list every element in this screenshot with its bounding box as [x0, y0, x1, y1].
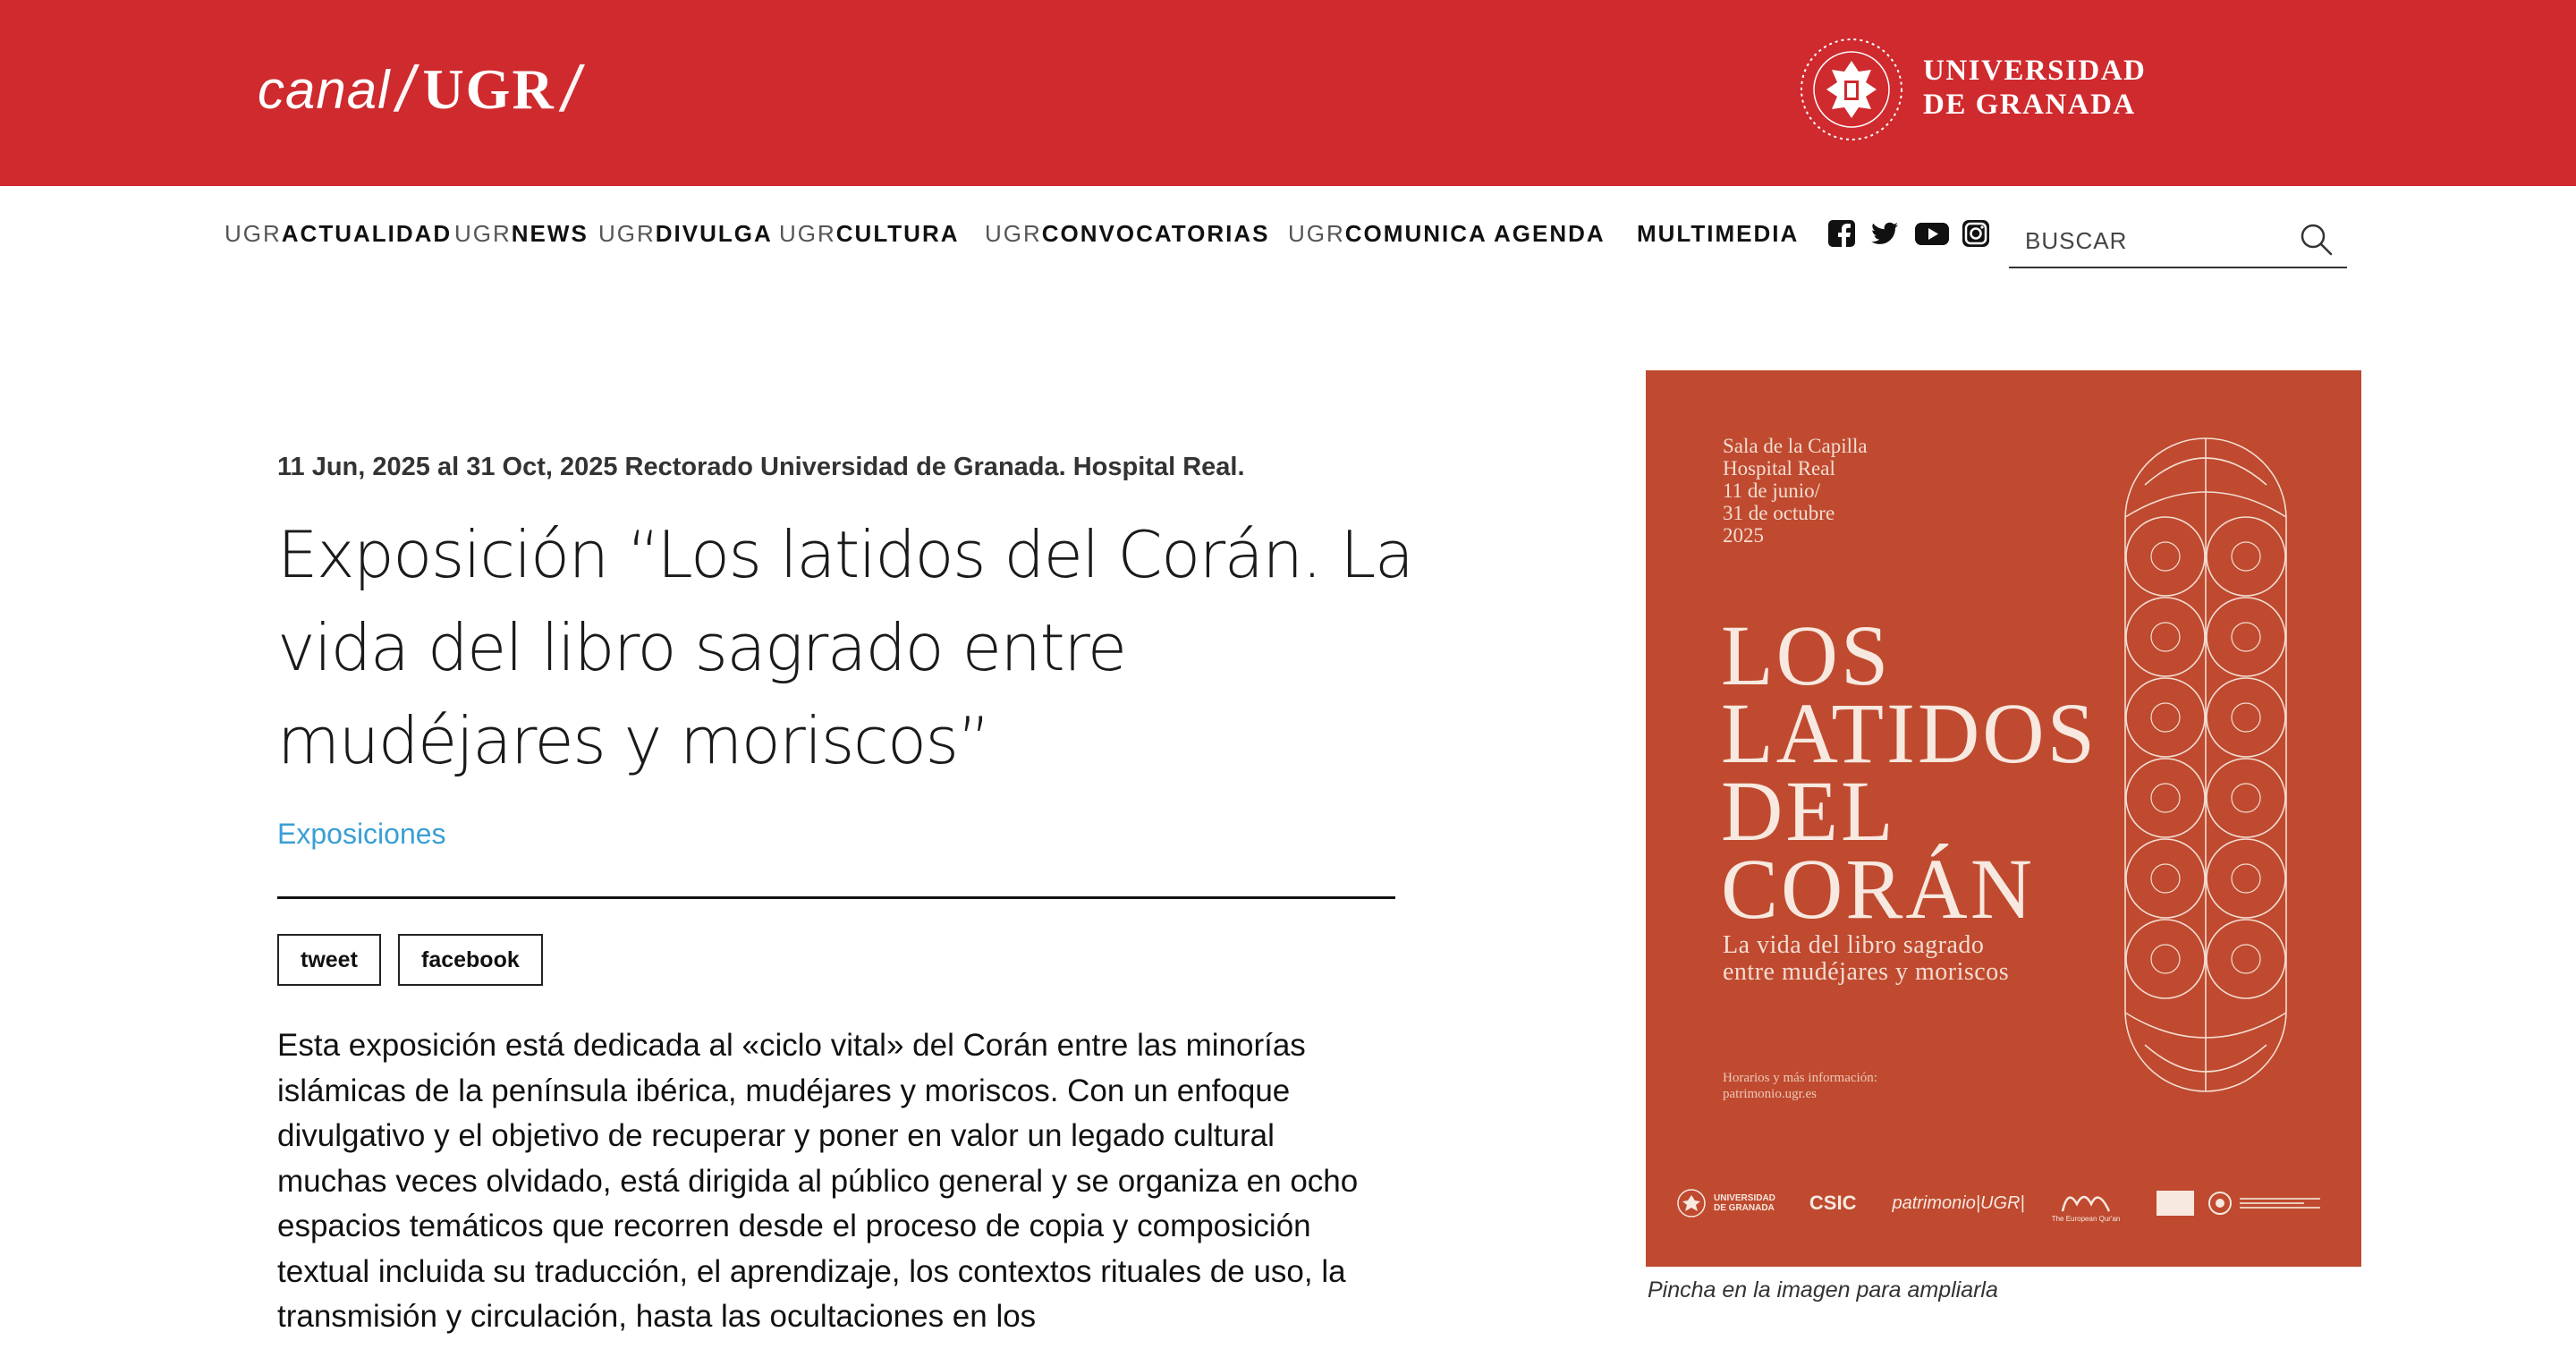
poster-sponsor-logos — [1676, 1174, 2338, 1233]
nav-label: CULTURA — [835, 220, 960, 247]
logo-slash: / — [555, 54, 587, 125]
european-quran-label: The European Qur'an — [2051, 1214, 2121, 1223]
top-header-bar — [0, 0, 2576, 186]
poster-info-line: 11 de junio/ — [1723, 479, 1821, 502]
nav-item-convocatorias[interactable] — [985, 220, 1270, 248]
nav-prefix: UGR — [985, 220, 1042, 247]
article-title: Exposición “Los latidos del Corán. La vida del libro sagrado entre mudéjares y moriscos” — [277, 517, 1413, 778]
nav-prefix: UGR — [225, 220, 282, 247]
poster-more-line: patrimonio.ugr.es — [1723, 1087, 1817, 1101]
nav-item-agenda[interactable] — [1494, 220, 1606, 248]
logo-slash: / — [391, 54, 422, 125]
event-date-location: 11 Jun, 2025 al 31 Oct, 2025 Rectorado Universidad de Granada. Hospital Real. — [277, 453, 1245, 481]
nav-item-comunica[interactable] — [1288, 220, 1487, 248]
ugr-crest-icon — [1676, 1188, 1707, 1218]
poster-title — [1721, 607, 2097, 937]
university-crest-icon[interactable] — [1796, 34, 1907, 145]
poster-ugr-logo — [1714, 1193, 1775, 1213]
logo-ugr-text: UGR — [422, 57, 555, 121]
canal-ugr-logo[interactable] — [258, 54, 588, 125]
poster-ugr-line: UNIVERSIDAD — [1714, 1193, 1775, 1203]
nav-item-cultura[interactable] — [779, 220, 960, 248]
poster-info-line: 31 de octubre — [1723, 502, 1835, 524]
nav-label: AGENDA — [1494, 220, 1606, 247]
poster-subtitle-line: entre mudéjares y moriscos — [1723, 958, 2010, 986]
youtube-icon[interactable] — [1914, 218, 1950, 249]
poster-title-line: LATIDOS — [1721, 685, 2097, 781]
poster-info-line: Hospital Real — [1723, 457, 1835, 479]
twitter-icon[interactable] — [1869, 218, 1900, 249]
university-name-line2: DE GRANADA — [1923, 89, 2136, 121]
exhibition-poster-image[interactable] — [1646, 370, 2361, 1267]
search-box — [2009, 211, 2347, 268]
main-navigation — [0, 186, 2576, 286]
poster-title-line: LOS — [1721, 607, 1892, 703]
csic-logo: CSIC — [1809, 1192, 1857, 1214]
nav-label: NEWS — [511, 220, 589, 247]
facebook-icon[interactable] — [1826, 218, 1857, 249]
university-name[interactable] — [1923, 54, 2146, 122]
nav-prefix: UGR — [598, 220, 656, 247]
partner-seal-icon — [2207, 1191, 2233, 1216]
poster-info-line: Sala de la Capilla — [1723, 435, 1868, 457]
poster-title-line: CORÁN — [1721, 841, 2036, 937]
divider — [277, 896, 1395, 899]
poster-more-info — [1723, 1070, 1877, 1102]
university-name-line1: UNIVERSIDAD — [1923, 55, 2147, 87]
instagram-icon[interactable] — [1961, 218, 1991, 249]
nav-prefix: UGR — [454, 220, 512, 247]
article-body: Esta exposición está dedicada al «ciclo vital» del Corán entre las minorías islámicas de la península ibérica, mudéjares y moriscos. Con un enfoque divulgativo y el objetivo de recuperar y poner en valor un legado cultural muchas veces olvidado, está dirigida al público general y se organiza en ocho espacios temáticos que recorren desde el proceso de copia y composición textual incluida su traducción, el aprendizaje, los contextos rituales de uso, la transmisión y circulación, hasta las ocultaciones en los — [277, 1028, 1359, 1334]
nav-item-divulga[interactable] — [598, 220, 773, 248]
poster-subtitle-line: La vida del libro sagrado — [1723, 931, 1985, 959]
nav-item-news[interactable] — [454, 220, 589, 248]
search-input[interactable] — [2023, 224, 2277, 258]
geometric-pattern-icon — [2118, 431, 2293, 1099]
poster-more-line: Horarios y más información: — [1723, 1071, 1877, 1085]
eu-flag-icon — [2156, 1190, 2195, 1217]
search-icon[interactable] — [2299, 222, 2334, 258]
patrimonio-logo: patrimonio|UGR| — [1892, 1192, 2025, 1213]
nav-label: MULTIMEDIA — [1637, 220, 1800, 247]
poster-ugr-line: DE GRANADA — [1714, 1203, 1775, 1213]
poster-title-line: DEL — [1721, 763, 1896, 859]
nav-prefix: UGR — [1288, 220, 1345, 247]
facebook-share-button[interactable]: facebook — [398, 934, 543, 986]
poster-info-line: 2025 — [1723, 524, 1764, 547]
nav-label: CONVOCATORIAS — [1041, 220, 1270, 247]
poster-venue-dates — [1723, 435, 1868, 547]
european-quran-logo — [2052, 1184, 2121, 1223]
category-link[interactable]: Exposiciones — [277, 818, 446, 850]
nav-label: COMUNICA — [1344, 220, 1487, 247]
poster-subtitle — [1723, 932, 2009, 986]
nav-item-multimedia[interactable] — [1637, 220, 1799, 248]
partner-small-print — [2240, 1195, 2320, 1211]
nav-prefix: UGR — [779, 220, 836, 247]
logo-canal-text: canal — [258, 59, 391, 120]
nav-label: ACTUALIDAD — [281, 220, 453, 247]
nav-label: DIVULGA — [655, 220, 773, 247]
european-quran-icon — [2059, 1184, 2113, 1215]
poster-caption: Pincha en la imagen para ampliarla — [1648, 1277, 1998, 1302]
nav-item-actualidad[interactable] — [225, 220, 452, 248]
tweet-button[interactable]: tweet — [277, 934, 381, 986]
